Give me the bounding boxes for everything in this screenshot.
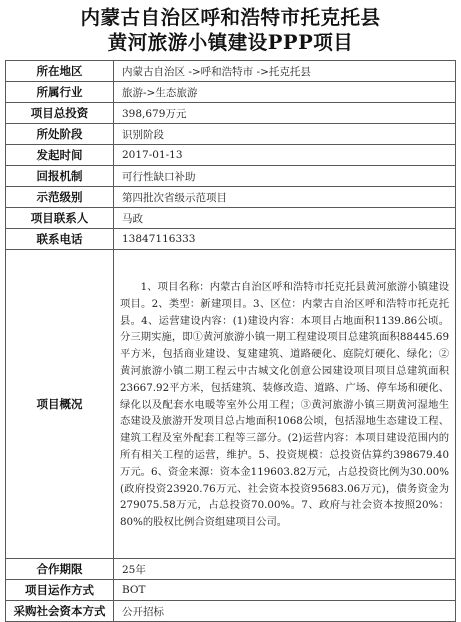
row-cooperation-period (6, 559, 456, 580)
contact-person-value: 马政 (114, 208, 456, 229)
stage-label: 所处阶段 (6, 124, 114, 145)
contact-phone-value: 13847116333 (114, 229, 456, 250)
return-mechanism-label: 回报机制 (6, 166, 114, 187)
industry-label: 所属行业 (6, 82, 114, 103)
operation-mode-label: 项目运作方式 (6, 580, 114, 601)
overview-text: 1、项目名称：内蒙古自治区呼和浩特市托克托县黄河旅游小镇建设项目。2、类型：新建项目。3、区位：内蒙古自治区呼和浩特市托克托县。4、运营建设内容：(1)建设内容：本项目占地面积1139.86公顷。分三期实施，即①黄河旅游小镇一期工程建设项目总建筑面积88445.69平方米，包括商业建设、复建建筑、道路硬化、庭院灯硬化、绿化；②黄河旅游小镇二期工程云中古城文化创意公园建设项目项目总建筑面积23667.92平方米，包括建筑、装修改造、道路、广场、停车场和硬化、绿化以及配套水电暖等室外公用工程；③黄河旅游小镇三期黄河湿地生态建设及旅游开发项目总占地面积1068公顷，包括湿地生态建设工程、建筑工程及室外配套工程等三部分。(2)运营内容：本项目建设范围内的所有相关工程的运营，维护。5、投资规模：总投资估算约398679.40万元。6、资金来源：资本金119603.82万元，占总投资比例为30.00%(政府投资23920.76万元、社会资本投资95683.06万元)，债务资金为279075.58万元，占总投资70.00%。7、政府与社会资本按照20%：80%的股权比例合资组建项目公司。 (120, 281, 449, 529)
row-demo-level (6, 187, 456, 208)
title-line-2: 黄河旅游小镇建设PPP项目 (107, 31, 354, 54)
operation-mode-value: BOT (114, 580, 456, 601)
stage-value: 识别阶段 (114, 124, 456, 145)
industry-value: 旅游->生态旅游 (114, 82, 456, 103)
cooperation-period-label: 合作期限 (6, 559, 114, 580)
row-stage (6, 124, 456, 145)
start-date-label: 发起时间 (6, 145, 114, 166)
row-overview (6, 250, 456, 559)
project-info-table (5, 60, 456, 622)
total-investment-label: 项目总投资 (6, 103, 114, 124)
row-industry (6, 82, 456, 103)
region-label: 所在地区 (6, 61, 114, 82)
row-contact-person (6, 208, 456, 229)
procurement-method-value: 公开招标 (114, 601, 456, 622)
overview-cell (114, 250, 456, 559)
procurement-method-label: 采购社会资本方式 (6, 601, 114, 622)
total-investment-value: 398,679万元 (114, 103, 456, 124)
row-operation-mode (6, 580, 456, 601)
contact-person-label: 项目联系人 (6, 208, 114, 229)
cooperation-period-value: 25年 (114, 559, 456, 580)
document-title (0, 0, 461, 60)
contact-phone-label: 联系电话 (6, 229, 114, 250)
row-contact-phone (6, 229, 456, 250)
return-mechanism-value: 可行性缺口补助 (114, 166, 456, 187)
title-line-1: 内蒙古自治区呼和浩特市托克托县 (80, 6, 381, 29)
region-value: 内蒙古自治区 ->呼和浩特市 ->托克托县 (114, 61, 456, 82)
row-start-date (6, 145, 456, 166)
row-region (6, 61, 456, 82)
overview-label: 项目概况 (6, 250, 114, 559)
row-return-mechanism (6, 166, 456, 187)
start-date-value: 2017-01-13 (114, 145, 456, 166)
demo-level-value: 第四批次省级示范项目 (114, 187, 456, 208)
row-procurement-method (6, 601, 456, 622)
demo-level-label: 示范级别 (6, 187, 114, 208)
row-total-investment (6, 103, 456, 124)
